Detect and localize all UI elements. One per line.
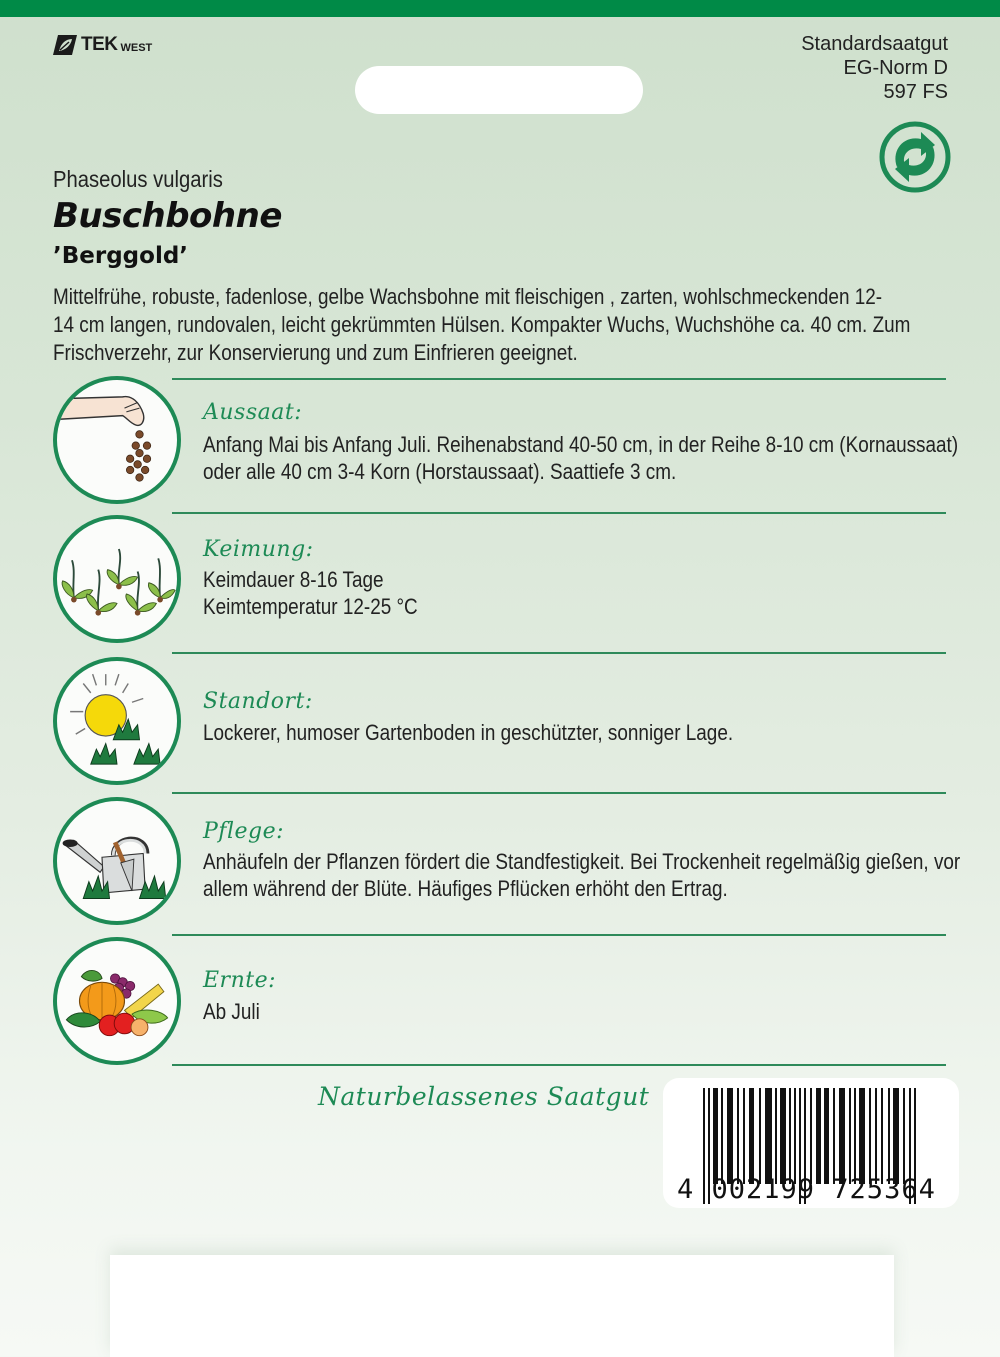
bottom-white-panel bbox=[110, 1255, 894, 1357]
certification-block bbox=[801, 32, 948, 104]
top-green-band bbox=[0, 0, 1000, 17]
section-divider bbox=[172, 378, 946, 380]
section-body-ernte bbox=[203, 998, 1000, 1025]
leaf-logo-icon bbox=[52, 34, 78, 56]
brand-logo bbox=[52, 34, 152, 56]
section-divider bbox=[172, 652, 946, 654]
section-body-standort bbox=[203, 719, 1000, 746]
ean-barcode bbox=[663, 1078, 959, 1208]
botanical-name: Phaseolus vulgaris bbox=[53, 166, 223, 192]
section-title-aussaat: Aussaat: bbox=[203, 400, 303, 425]
description-line: 14 cm langen, rundovalen, leicht gekrümmten Hülsen. Kompakter Wuchs, Wuchshöhe ca. 40 cm. Zum bbox=[53, 312, 911, 337]
section-line: Keimdauer 8-16 Tage bbox=[203, 567, 384, 592]
hand-sowing-seeds-icon bbox=[53, 376, 181, 504]
label-placeholder-field bbox=[355, 66, 643, 114]
brand-name: TEK bbox=[81, 34, 118, 55]
green-dot-icon bbox=[879, 121, 951, 193]
brand-suffix: WEST bbox=[120, 41, 153, 54]
watering-can-icon bbox=[53, 797, 181, 925]
product-variety: ’Berggold’ bbox=[53, 243, 189, 269]
section-divider bbox=[172, 934, 946, 936]
section-body-pflege bbox=[203, 848, 1000, 902]
certification-line: Standardsaatgut bbox=[801, 33, 948, 55]
section-title-standort: Standort: bbox=[203, 689, 313, 714]
sun-plants-icon bbox=[53, 657, 181, 785]
section-divider bbox=[172, 792, 946, 794]
product-description bbox=[53, 283, 913, 367]
section-title-pflege: Pflege: bbox=[203, 819, 285, 844]
certification-line: EG-Norm D bbox=[843, 57, 948, 79]
description-line: Mittelfrühe, robuste, fadenlose, gelbe Wachsbohne mit fleischigen , zarten, wohlschmeckenden 12- bbox=[53, 284, 883, 309]
product-title: Buschbohne bbox=[53, 196, 282, 236]
section-title-keimung: Keimung: bbox=[203, 537, 314, 562]
section-line: Lockerer, humoser Gartenboden in geschützter, sonniger Lage. bbox=[203, 720, 734, 745]
section-line: Anfang Mai bis Anfang Juli. Reihenabstand 40-50 cm, in der Reihe 8-10 cm (Kornaussaat) bbox=[203, 432, 959, 457]
certification-line: 597 FS bbox=[883, 81, 948, 103]
harvest-vegetables-icon bbox=[53, 937, 181, 1065]
section-title-ernte: Ernte: bbox=[203, 968, 277, 993]
section-body-keimung bbox=[203, 566, 1000, 620]
barcode-number: 4 002199 725364 bbox=[677, 1174, 936, 1205]
tagline: Naturbelassenes Saatgut bbox=[318, 1082, 650, 1111]
section-line: Keimtemperatur 12-25 °C bbox=[203, 594, 418, 619]
section-divider bbox=[172, 512, 946, 514]
description-line: Frischverzehr, zur Konservierung und zum Einfrieren geeignet. bbox=[53, 340, 578, 365]
section-line: allem während der Blüte. Häufiges Pflücken erhöht den Ertrag. bbox=[203, 876, 728, 901]
section-divider bbox=[172, 1064, 946, 1066]
seedlings-icon bbox=[53, 515, 181, 643]
section-line: oder alle 40 cm 3-4 Korn (Horstaussaat). Saattiefe 3 cm. bbox=[203, 459, 677, 484]
section-body-aussaat bbox=[203, 431, 1000, 485]
section-line: Anhäufeln der Pflanzen fördert die Standfestigkeit. Bei Trockenheit regelmäßig gießen, vor bbox=[203, 849, 961, 874]
section-line: Ab Juli bbox=[203, 999, 260, 1024]
